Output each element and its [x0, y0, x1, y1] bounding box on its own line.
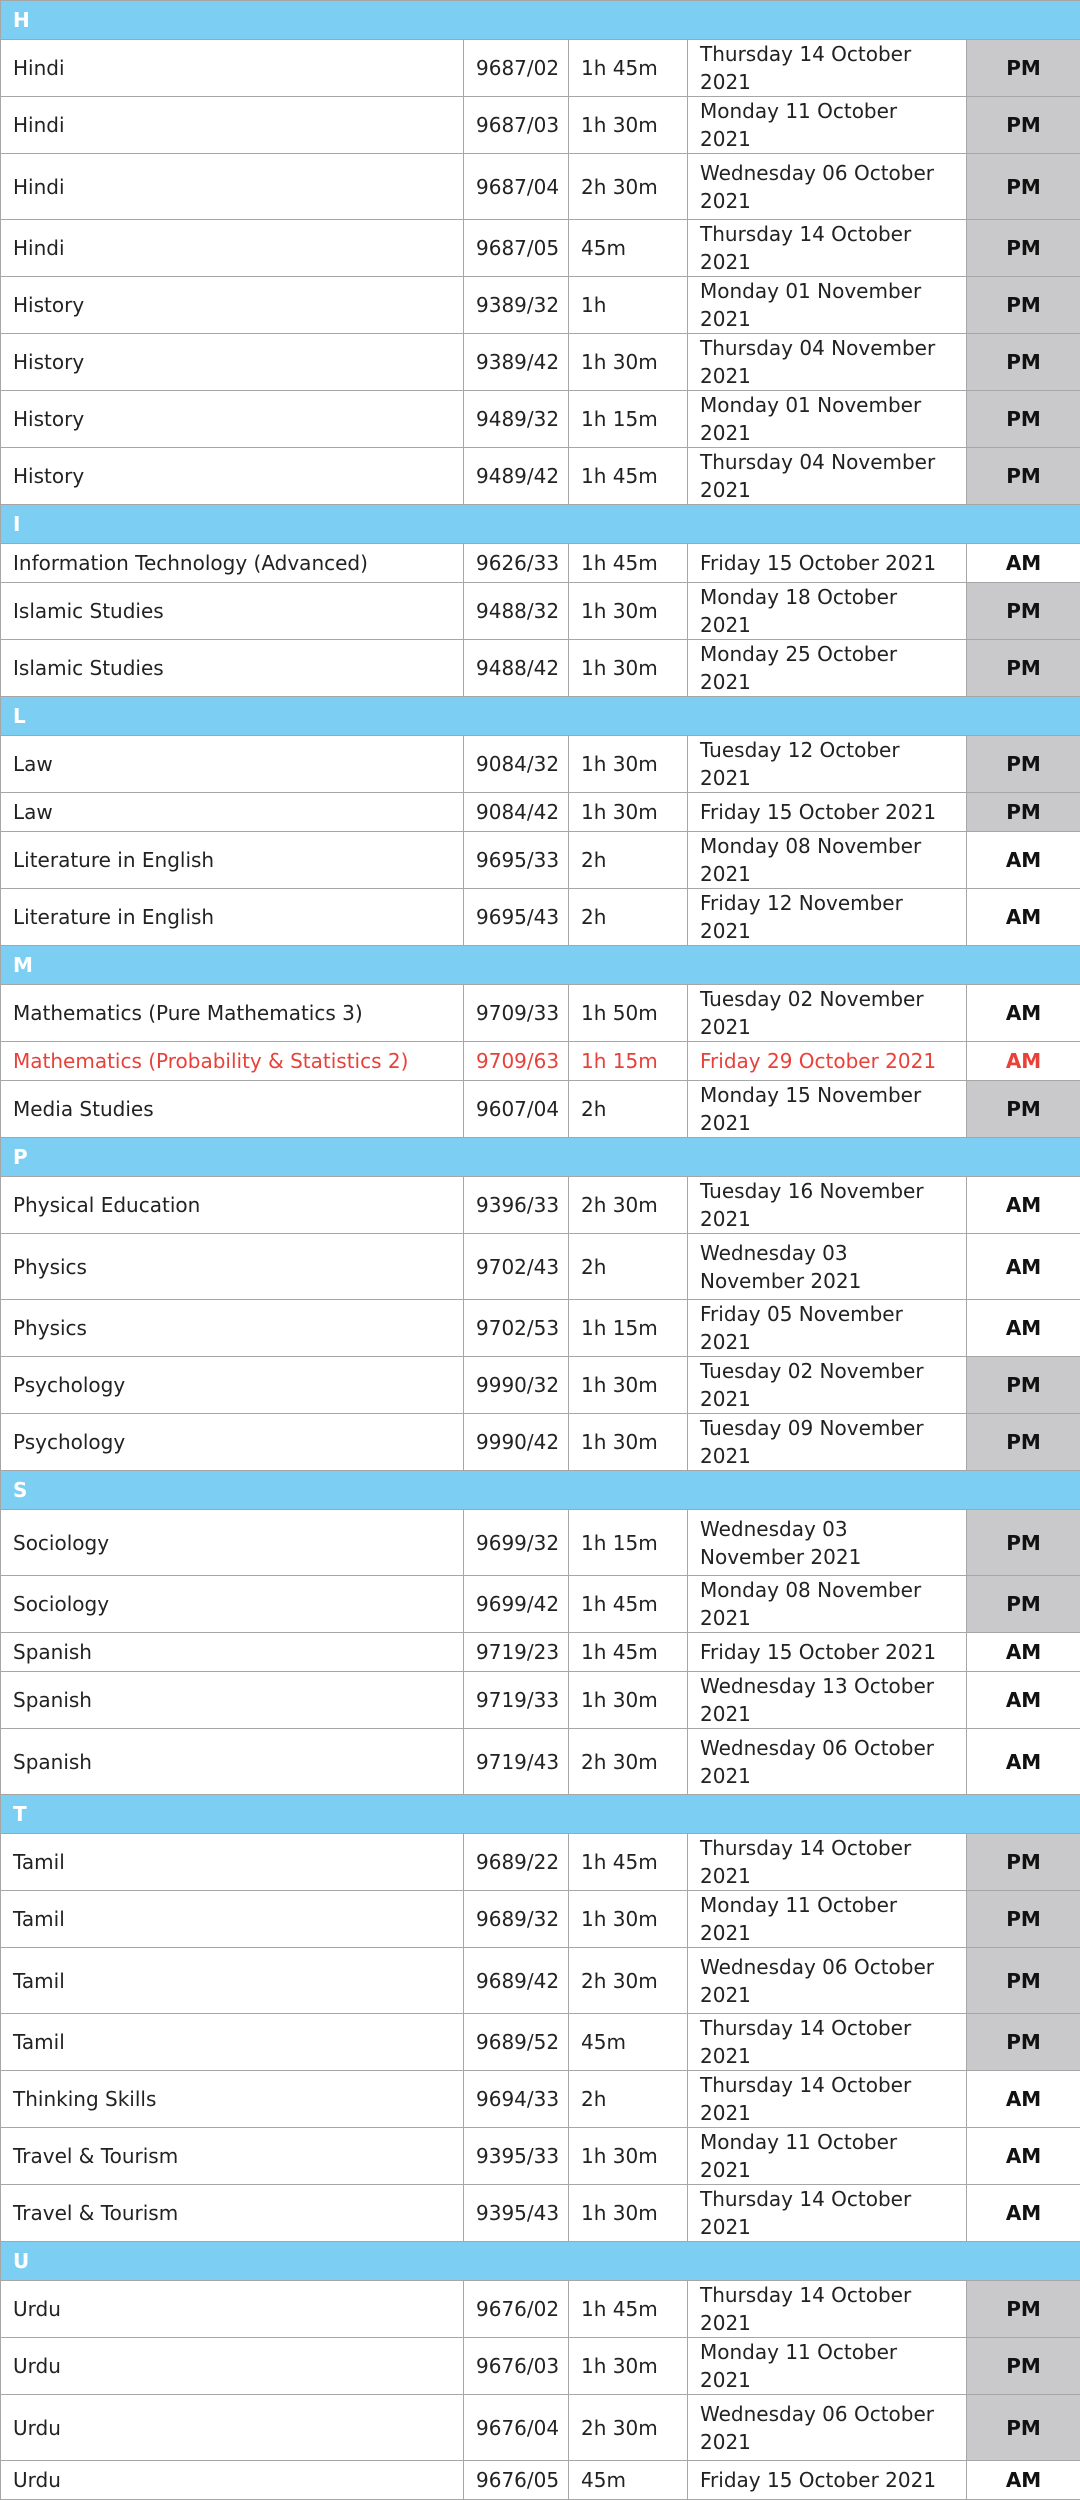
section-header-row: [1, 1795, 1080, 1834]
component-code-cell: 9395/33: [464, 2128, 569, 2185]
component-code-cell: 9676/04: [464, 2395, 569, 2461]
table-row: [1, 277, 1080, 334]
subject-cell: Islamic Studies: [1, 640, 464, 697]
table-row: [1, 1177, 1080, 1234]
session-cell: AM: [967, 985, 1080, 1042]
component-code-cell: 9489/42: [464, 448, 569, 505]
session-cell: PM: [967, 2014, 1080, 2071]
exam-date-cell: Friday 15 October 2021: [688, 544, 967, 583]
exam-date-cell: Thursday 04 November 2021: [688, 448, 967, 505]
component-code-cell: 9695/33: [464, 832, 569, 889]
duration-cell: 2h 30m: [569, 1948, 688, 2014]
section-letter: M: [1, 946, 1080, 985]
session-cell: AM: [967, 1234, 1080, 1300]
subject-cell: Urdu: [1, 2395, 464, 2461]
table-row: [1, 1042, 1080, 1081]
subject-cell: Sociology: [1, 1576, 464, 1633]
subject-cell: Tamil: [1, 2014, 464, 2071]
exam-date-cell: Wednesday 06 October 2021: [688, 1729, 967, 1795]
component-code-cell: 9676/02: [464, 2281, 569, 2338]
component-code-cell: 9719/33: [464, 1672, 569, 1729]
exam-date-cell: Wednesday 03 November 2021: [688, 1234, 967, 1300]
exam-date-cell: Friday 29 October 2021: [688, 1042, 967, 1081]
subject-cell: Sociology: [1, 1510, 464, 1576]
duration-cell: 1h 15m: [569, 391, 688, 448]
subject-cell: Hindi: [1, 97, 464, 154]
exam-date-cell: Friday 15 October 2021: [688, 793, 967, 832]
duration-cell: 1h 30m: [569, 583, 688, 640]
session-cell: PM: [967, 736, 1080, 793]
subject-cell: Psychology: [1, 1357, 464, 1414]
section-header-row: [1, 1138, 1080, 1177]
exam-date-cell: Wednesday 06 October 2021: [688, 2395, 967, 2461]
subject-cell: Spanish: [1, 1633, 464, 1672]
session-cell: PM: [967, 1948, 1080, 2014]
duration-cell: 1h 30m: [569, 97, 688, 154]
session-cell: AM: [967, 1177, 1080, 1234]
duration-cell: 1h 30m: [569, 2338, 688, 2395]
component-code-cell: 9389/42: [464, 334, 569, 391]
session-cell: PM: [967, 277, 1080, 334]
subject-cell: Media Studies: [1, 1081, 464, 1138]
duration-cell: 1h 15m: [569, 1510, 688, 1576]
table-row: [1, 220, 1080, 277]
subject-cell: Travel & Tourism: [1, 2128, 464, 2185]
component-code-cell: 9687/02: [464, 40, 569, 97]
component-code-cell: 9702/43: [464, 1234, 569, 1300]
section-letter: T: [1, 1795, 1080, 1834]
duration-cell: 1h 45m: [569, 40, 688, 97]
subject-cell: Hindi: [1, 220, 464, 277]
session-cell: AM: [967, 2071, 1080, 2128]
table-row: [1, 2128, 1080, 2185]
component-code-cell: 9396/33: [464, 1177, 569, 1234]
component-code-cell: 9709/33: [464, 985, 569, 1042]
session-cell: AM: [967, 1042, 1080, 1081]
duration-cell: 1h 30m: [569, 334, 688, 391]
section-header-row: [1, 697, 1080, 736]
section-header-row: [1, 1, 1080, 40]
duration-cell: 1h 30m: [569, 2128, 688, 2185]
table-row: [1, 1729, 1080, 1795]
component-code-cell: 9687/04: [464, 154, 569, 220]
table-row: [1, 1834, 1080, 1891]
exam-date-cell: Thursday 14 October 2021: [688, 2014, 967, 2071]
table-row: [1, 334, 1080, 391]
duration-cell: 45m: [569, 2014, 688, 2071]
component-code-cell: 9488/32: [464, 583, 569, 640]
section-letter: H: [1, 1, 1080, 40]
component-code-cell: 9687/05: [464, 220, 569, 277]
exam-date-cell: Wednesday 06 October 2021: [688, 154, 967, 220]
duration-cell: 1h 45m: [569, 544, 688, 583]
exam-date-cell: Monday 11 October 2021: [688, 1891, 967, 1948]
subject-cell: Mathematics (Probability & Statistics 2): [1, 1042, 464, 1081]
duration-cell: 2h 30m: [569, 2395, 688, 2461]
session-cell: PM: [967, 2338, 1080, 2395]
component-code-cell: 9990/42: [464, 1414, 569, 1471]
table-row: [1, 1891, 1080, 1948]
session-cell: PM: [967, 334, 1080, 391]
component-code-cell: 9699/42: [464, 1576, 569, 1633]
component-code-cell: 9676/05: [464, 2461, 569, 2500]
section-header-row: [1, 1471, 1080, 1510]
duration-cell: 1h 15m: [569, 1300, 688, 1357]
table-row: [1, 1510, 1080, 1576]
component-code-cell: 9084/32: [464, 736, 569, 793]
table-row: [1, 640, 1080, 697]
session-cell: PM: [967, 220, 1080, 277]
component-code-cell: 9694/33: [464, 2071, 569, 2128]
duration-cell: 2h: [569, 1081, 688, 1138]
section-letter: L: [1, 697, 1080, 736]
table-row: [1, 793, 1080, 832]
exam-date-cell: Friday 15 October 2021: [688, 2461, 967, 2500]
duration-cell: 2h: [569, 2071, 688, 2128]
exam-date-cell: Monday 01 November 2021: [688, 277, 967, 334]
session-cell: PM: [967, 2395, 1080, 2461]
table-row: [1, 1672, 1080, 1729]
exam-date-cell: Monday 08 November 2021: [688, 1576, 967, 1633]
component-code-cell: 9488/42: [464, 640, 569, 697]
subject-cell: Islamic Studies: [1, 583, 464, 640]
table-row: [1, 1234, 1080, 1300]
component-code-cell: 9607/04: [464, 1081, 569, 1138]
subject-cell: Urdu: [1, 2281, 464, 2338]
exam-date-cell: Tuesday 16 November 2021: [688, 1177, 967, 1234]
subject-cell: Spanish: [1, 1729, 464, 1795]
exam-date-cell: Friday 05 November 2021: [688, 1300, 967, 1357]
subject-cell: Law: [1, 736, 464, 793]
subject-cell: Hindi: [1, 154, 464, 220]
exam-date-cell: Thursday 14 October 2021: [688, 40, 967, 97]
subject-cell: Mathematics (Pure Mathematics 3): [1, 985, 464, 1042]
duration-cell: 1h 30m: [569, 1891, 688, 1948]
subject-cell: History: [1, 277, 464, 334]
session-cell: PM: [967, 1414, 1080, 1471]
table-row: [1, 544, 1080, 583]
session-cell: PM: [967, 1834, 1080, 1891]
exam-date-cell: Monday 15 November 2021: [688, 1081, 967, 1138]
exam-date-cell: Friday 15 October 2021: [688, 1633, 967, 1672]
table-row: [1, 2338, 1080, 2395]
table-row: [1, 1576, 1080, 1633]
exam-date-cell: Thursday 14 October 2021: [688, 2281, 967, 2338]
table-row: [1, 2071, 1080, 2128]
exam-date-cell: Friday 12 November 2021: [688, 889, 967, 946]
component-code-cell: 9689/52: [464, 2014, 569, 2071]
duration-cell: 45m: [569, 220, 688, 277]
session-cell: PM: [967, 1891, 1080, 1948]
table-row: [1, 1414, 1080, 1471]
duration-cell: 1h 15m: [569, 1042, 688, 1081]
component-code-cell: 9709/63: [464, 1042, 569, 1081]
session-cell: AM: [967, 544, 1080, 583]
duration-cell: 1h 45m: [569, 1576, 688, 1633]
subject-cell: Physics: [1, 1300, 464, 1357]
session-cell: AM: [967, 2128, 1080, 2185]
session-cell: AM: [967, 1300, 1080, 1357]
subject-cell: Literature in English: [1, 832, 464, 889]
table-row: [1, 985, 1080, 1042]
table-row: [1, 2014, 1080, 2071]
exam-date-cell: Thursday 04 November 2021: [688, 334, 967, 391]
subject-cell: Spanish: [1, 1672, 464, 1729]
subject-cell: Physics: [1, 1234, 464, 1300]
section-letter: S: [1, 1471, 1080, 1510]
subject-cell: Psychology: [1, 1414, 464, 1471]
session-cell: PM: [967, 793, 1080, 832]
table-row: [1, 1081, 1080, 1138]
section-letter: I: [1, 505, 1080, 544]
duration-cell: 1h 30m: [569, 736, 688, 793]
table-row: [1, 889, 1080, 946]
exam-date-cell: Thursday 14 October 2021: [688, 1834, 967, 1891]
exam-date-cell: Thursday 14 October 2021: [688, 2071, 967, 2128]
session-cell: PM: [967, 583, 1080, 640]
session-cell: PM: [967, 40, 1080, 97]
exam-date-cell: Wednesday 06 October 2021: [688, 1948, 967, 2014]
component-code-cell: 9489/32: [464, 391, 569, 448]
subject-cell: History: [1, 448, 464, 505]
exam-date-cell: Monday 18 October 2021: [688, 583, 967, 640]
session-cell: AM: [967, 2185, 1080, 2242]
session-cell: PM: [967, 448, 1080, 505]
duration-cell: 1h 30m: [569, 2185, 688, 2242]
duration-cell: 1h 30m: [569, 1414, 688, 1471]
duration-cell: 1h 50m: [569, 985, 688, 1042]
session-cell: AM: [967, 1633, 1080, 1672]
duration-cell: 1h: [569, 277, 688, 334]
exam-date-cell: Monday 08 November 2021: [688, 832, 967, 889]
duration-cell: 2h: [569, 1234, 688, 1300]
table-row: [1, 583, 1080, 640]
subject-cell: Physical Education: [1, 1177, 464, 1234]
section-letter: U: [1, 2242, 1080, 2281]
exam-date-cell: Monday 01 November 2021: [688, 391, 967, 448]
duration-cell: 2h: [569, 889, 688, 946]
session-cell: AM: [967, 1729, 1080, 1795]
component-code-cell: 9687/03: [464, 97, 569, 154]
exam-date-cell: Wednesday 03 November 2021: [688, 1510, 967, 1576]
exam-date-cell: Monday 11 October 2021: [688, 97, 967, 154]
subject-cell: Urdu: [1, 2338, 464, 2395]
duration-cell: 1h 30m: [569, 640, 688, 697]
subject-cell: Urdu: [1, 2461, 464, 2500]
exam-date-cell: Monday 11 October 2021: [688, 2338, 967, 2395]
session-cell: AM: [967, 832, 1080, 889]
table-row: [1, 448, 1080, 505]
component-code-cell: 9699/32: [464, 1510, 569, 1576]
session-cell: AM: [967, 1672, 1080, 1729]
session-cell: PM: [967, 154, 1080, 220]
table-row: [1, 736, 1080, 793]
duration-cell: 1h 45m: [569, 1633, 688, 1672]
session-cell: PM: [967, 97, 1080, 154]
component-code-cell: 9389/32: [464, 277, 569, 334]
table-row: [1, 1357, 1080, 1414]
subject-cell: Hindi: [1, 40, 464, 97]
duration-cell: 1h 45m: [569, 448, 688, 505]
session-cell: PM: [967, 640, 1080, 697]
table-row: [1, 154, 1080, 220]
session-cell: PM: [967, 2281, 1080, 2338]
duration-cell: 1h 30m: [569, 1672, 688, 1729]
duration-cell: 1h 30m: [569, 793, 688, 832]
section-letter: P: [1, 1138, 1080, 1177]
exam-date-cell: Tuesday 12 October 2021: [688, 736, 967, 793]
duration-cell: 1h 45m: [569, 1834, 688, 1891]
exam-date-cell: Wednesday 13 October 2021: [688, 1672, 967, 1729]
component-code-cell: 9719/43: [464, 1729, 569, 1795]
table-row: [1, 2395, 1080, 2461]
duration-cell: 2h: [569, 832, 688, 889]
table-row: [1, 832, 1080, 889]
session-cell: PM: [967, 1576, 1080, 1633]
session-cell: PM: [967, 1081, 1080, 1138]
table-row: [1, 391, 1080, 448]
subject-cell: Tamil: [1, 1834, 464, 1891]
subject-cell: Tamil: [1, 1948, 464, 2014]
component-code-cell: 9689/42: [464, 1948, 569, 2014]
exam-date-cell: Thursday 14 October 2021: [688, 2185, 967, 2242]
component-code-cell: 9689/22: [464, 1834, 569, 1891]
exam-date-cell: Tuesday 09 November 2021: [688, 1414, 967, 1471]
component-code-cell: 9719/23: [464, 1633, 569, 1672]
component-code-cell: 9695/43: [464, 889, 569, 946]
section-header-row: [1, 2242, 1080, 2281]
subject-cell: Information Technology (Advanced): [1, 544, 464, 583]
section-header-row: [1, 946, 1080, 985]
component-code-cell: 9676/03: [464, 2338, 569, 2395]
subject-cell: Thinking Skills: [1, 2071, 464, 2128]
table-row: [1, 40, 1080, 97]
section-header-row: [1, 505, 1080, 544]
subject-cell: History: [1, 334, 464, 391]
table-row: [1, 1633, 1080, 1672]
duration-cell: 1h 30m: [569, 1357, 688, 1414]
table-row: [1, 2185, 1080, 2242]
duration-cell: 2h 30m: [569, 154, 688, 220]
exam-date-cell: Monday 25 October 2021: [688, 640, 967, 697]
duration-cell: 2h 30m: [569, 1729, 688, 1795]
duration-cell: 1h 45m: [569, 2281, 688, 2338]
session-cell: PM: [967, 1357, 1080, 1414]
exam-date-cell: Tuesday 02 November 2021: [688, 985, 967, 1042]
table-row: [1, 2281, 1080, 2338]
component-code-cell: 9990/32: [464, 1357, 569, 1414]
session-cell: PM: [967, 391, 1080, 448]
duration-cell: 45m: [569, 2461, 688, 2500]
exam-date-cell: Monday 11 October 2021: [688, 2128, 967, 2185]
component-code-cell: 9395/43: [464, 2185, 569, 2242]
timetable-body: [1, 1, 1080, 2500]
subject-cell: Literature in English: [1, 889, 464, 946]
table-row: [1, 2461, 1080, 2500]
subject-cell: Tamil: [1, 1891, 464, 1948]
session-cell: AM: [967, 889, 1080, 946]
component-code-cell: 9084/42: [464, 793, 569, 832]
component-code-cell: 9689/32: [464, 1891, 569, 1948]
component-code-cell: 9702/53: [464, 1300, 569, 1357]
duration-cell: 2h 30m: [569, 1177, 688, 1234]
table-row: [1, 1948, 1080, 2014]
subject-cell: Law: [1, 793, 464, 832]
table-row: [1, 1300, 1080, 1357]
subject-cell: Travel & Tourism: [1, 2185, 464, 2242]
session-cell: PM: [967, 1510, 1080, 1576]
table-row: [1, 97, 1080, 154]
session-cell: AM: [967, 2461, 1080, 2500]
subject-cell: History: [1, 391, 464, 448]
component-code-cell: 9626/33: [464, 544, 569, 583]
exam-date-cell: Thursday 14 October 2021: [688, 220, 967, 277]
exam-date-cell: Tuesday 02 November 2021: [688, 1357, 967, 1414]
